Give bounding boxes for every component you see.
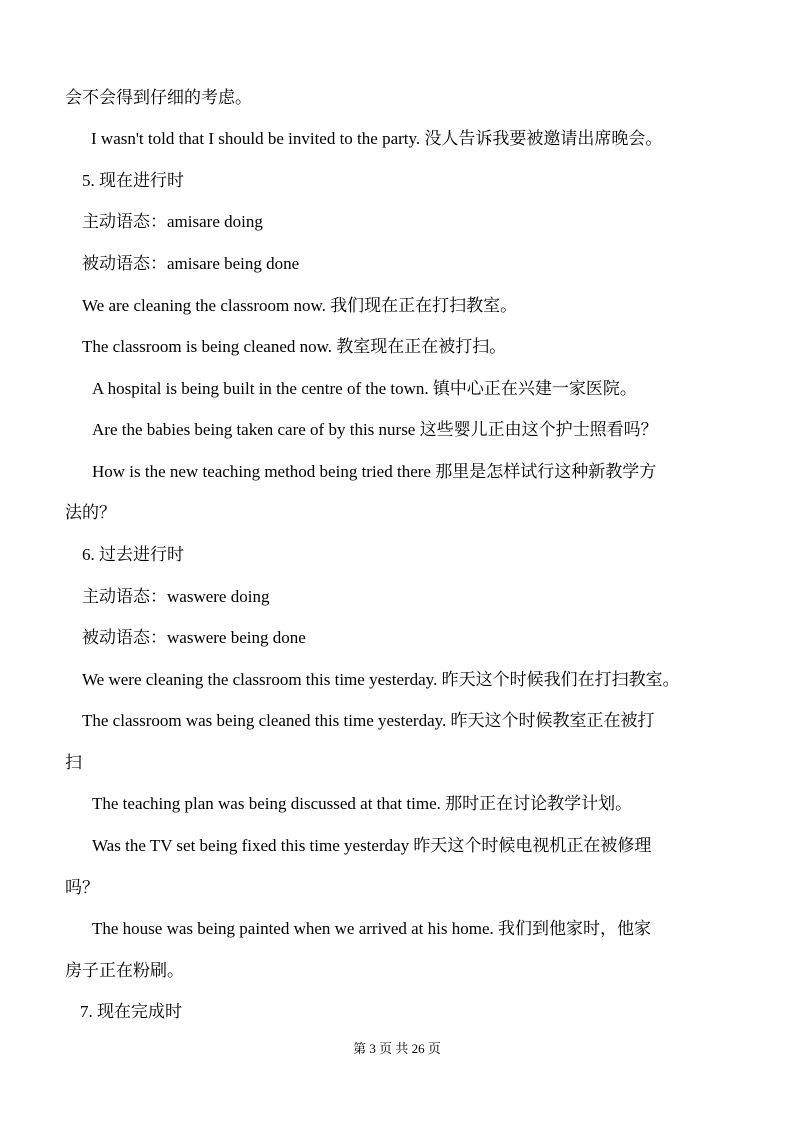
text-line-1: 会不会得到仔细的考虑。 [65, 88, 252, 107]
text-line-15: We were cleaning the classroom this time yesterday. 昨天这个时候我们在打扫教室。 [82, 670, 680, 689]
text-line-4: 主动语态：amisare doing [82, 212, 263, 231]
page-footer: 第 3 页 共 26 页 [353, 1041, 441, 1056]
text-line-7: The classroom is being cleaned now. 教室现在正在被打扫。 [82, 337, 507, 356]
text-line-21: The house was being painted when we arrived at his home. 我们到他家时，他家 [92, 919, 651, 938]
section-heading-7: 7. 现在完成时 [80, 1002, 182, 1021]
text-line-8: A hospital is being built in the centre of the town. 镇中心正在兴建一家医院。 [92, 379, 637, 398]
text-line-17: 扫 [65, 753, 82, 772]
text-line-20: 吗？ [65, 878, 99, 897]
text-line-5: 被动语态：amisare being done [82, 254, 300, 273]
text-line-16: The classroom was being cleaned this time yesterday. 昨天这个时候教室正在被打 [82, 711, 655, 730]
text-line-2: I wasn't told that I should be invited to the party. 没人告诉我要被邀请出席晚会。 [91, 129, 663, 148]
text-line-11: 法的？ [65, 503, 116, 522]
text-line-13: 主动语态：waswere doing [82, 587, 270, 606]
text-line-9: Are the babies being taken care of by this nurse 这些婴儿正由这个护士照看吗？ [92, 420, 658, 439]
text-line-18: The teaching plan was being discussed at that time. 那时正在讨论教学计划。 [92, 794, 633, 813]
section-heading-6: 6. 过去进行时 [82, 545, 184, 564]
text-line-22: 房子正在粉刷。 [65, 961, 184, 980]
text-line-6: We are cleaning the classroom now. 我们现在正在打扫教室。 [82, 296, 518, 315]
text-line-14: 被动语态：waswere being done [82, 628, 306, 647]
text-line-19: Was the TV set being fixed this time yesterday 昨天这个时候电视机正在被修理 [92, 836, 652, 855]
text-line-10: How is the new teaching method being tried there 那里是怎样试行这种新教学方 [92, 462, 657, 481]
section-heading-5: 5. 现在进行时 [82, 171, 184, 190]
